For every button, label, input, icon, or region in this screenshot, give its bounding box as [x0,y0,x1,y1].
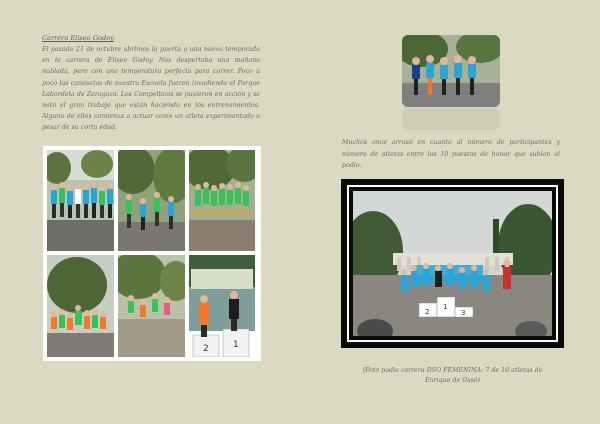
podium-photo-frame [341,179,564,348]
article-title: Carrera Eliseo Godoy [42,34,114,42]
photo-girls-group [402,35,500,107]
collage-photo-kids-group [47,255,114,357]
collage-photo-podium [189,255,255,357]
podium-photo [347,185,558,342]
photo-collage [43,146,261,361]
podium-caption: (Foto podio carrera DSO FEMENINA: 7 de 10 atletas de Enrique de Ossó) [362,367,543,385]
svg-text:2: 2 [203,344,209,354]
podium-label-third: 3 [461,309,466,317]
collage-photo-green-group [189,150,255,251]
collage-photo-runners-start [47,150,114,251]
svg-text:1: 1 [233,340,239,350]
collage-photo-running-children [118,255,185,357]
results-paragraph: Muchos once arrasó en cuanto al número de participantes y número de atletas entre los 10 puestos de honor que subían al podio. [342,139,560,170]
article-body: El pasado 21 de octubre abrimos la puerta a una nueva temporada en la carrera de Eliseo Godoy. Nos despertaba una mañana nublada, pero con una temperatura perfecta para correr. Poco a poco las camisetas de nuestra Escuela fueron invadiendo el Parque Labordeta de Zaragoza. Los Compelticos se pusieron en acción y se notó el gran trabajo que están haciendo en los entrenamientos. Alguno de ellos comienza a actuar como un atleta experimentado a pesar de su corta edad. [42,46,260,132]
photo-reflection [402,108,500,130]
podium-label-first: 1 [443,303,448,311]
collage-photo-runners-park [118,150,185,251]
podium-label-second: 2 [425,308,430,316]
